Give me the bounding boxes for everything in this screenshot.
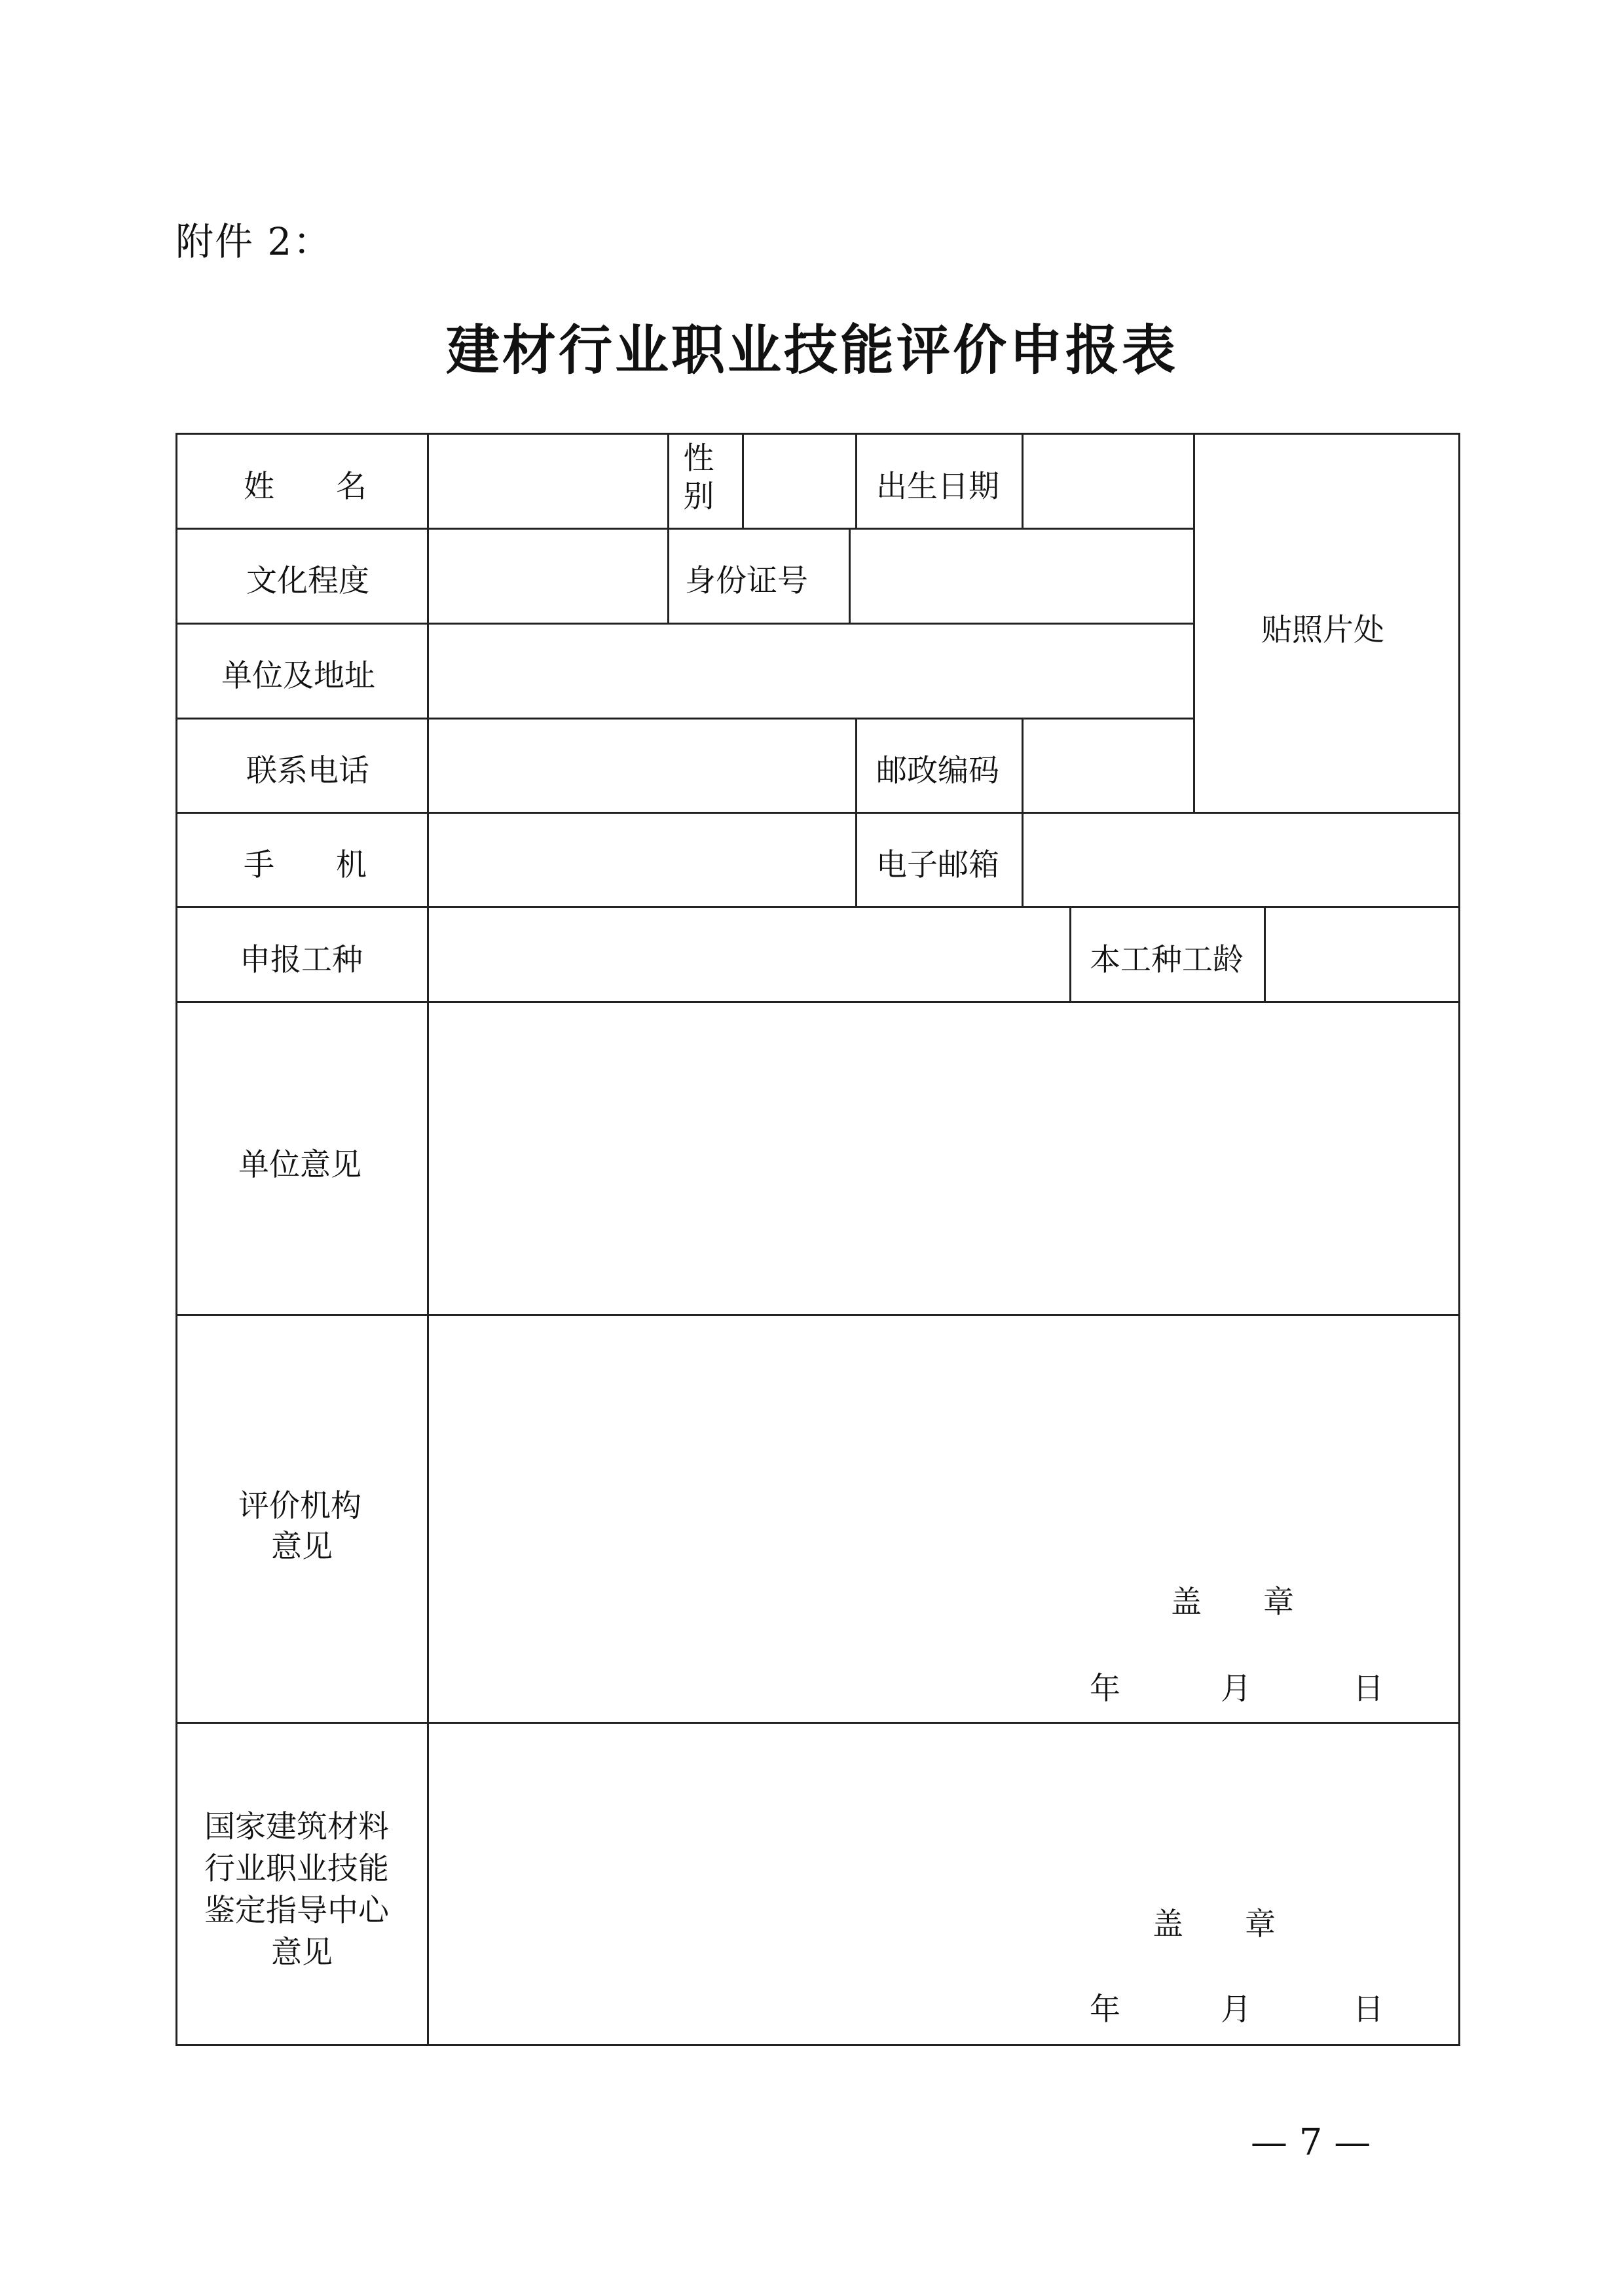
table-line [1193,433,1195,814]
unit-address-label: 单位及地址 [221,658,375,694]
eval-date-year: 年 [1090,1671,1120,1707]
table-line [175,433,177,2046]
id-number-input-cell[interactable] [851,530,1193,623]
attachment-label: 附件 2： [175,219,333,264]
center-date-day: 日 [1353,1992,1384,2028]
eval-opinion-label-2: 意见 [271,1529,333,1565]
center-opinion-label-2: 行业职业技能 [204,1851,389,1887]
email-input-cell[interactable] [1024,814,1458,906]
phone-input-cell[interactable] [429,720,855,812]
form-title: 建材行业职业技能评价申报表 [445,319,1178,382]
job-type-label: 申报工种 [240,942,363,978]
unit-opinion-label: 单位意见 [238,1147,361,1183]
eval-opinion-label-1: 评价机构 [238,1488,361,1524]
gender-label: 性别 [683,441,714,515]
gender-input-cell[interactable] [744,435,855,528]
table-line [1069,906,1071,1003]
eval-opinion-input-cell[interactable] [429,1316,1458,1722]
center-opinion-label-1: 国家建筑材料 [204,1809,389,1845]
center-seal-text: 盖 章 [1153,1906,1276,1942]
eval-seal-text: 盖 章 [1171,1584,1294,1620]
education-input-cell[interactable] [429,530,667,623]
mobile-label: 手 机 [244,847,367,883]
center-date-year: 年 [1090,1992,1120,2028]
id-number-label: 身份证号 [685,563,808,599]
page-number: — 7 — [1251,2121,1371,2164]
postal-code-label: 邮政编码 [876,753,999,789]
birth-date-input-cell[interactable] [1024,435,1193,528]
years-in-job-label: 本工种工龄 [1090,942,1244,978]
education-label: 文化程度 [246,563,369,599]
center-opinion-label-3: 鉴定指导中心 [204,1893,389,1929]
unit-address-input-cell[interactable] [429,625,1193,718]
center-opinion-label-4: 意见 [271,1935,333,1971]
email-label: 电子邮箱 [876,847,999,883]
table-line [175,2044,1460,2046]
birth-date-label: 出生日期 [876,469,999,505]
phone-label: 联系电话 [246,753,369,789]
mobile-input-cell[interactable] [429,814,855,906]
postal-code-input-cell[interactable] [1024,720,1193,812]
table-line [855,433,857,530]
table-line [855,718,857,908]
eval-date-day: 日 [1353,1671,1384,1707]
table-line [1458,433,1460,2046]
unit-opinion-input-cell[interactable] [429,1003,1458,1314]
name-label: 姓 名 [244,469,367,505]
eval-date-month: 月 [1221,1671,1251,1707]
years-in-job-input-cell[interactable] [1266,908,1458,1001]
center-date-month: 月 [1221,1992,1251,2028]
photo-placeholder: 贴照片处 [1261,612,1384,648]
name-input-cell[interactable] [429,435,667,528]
job-type-input-cell[interactable] [429,908,1069,1001]
table-line [667,433,669,625]
center-opinion-input-cell[interactable] [429,1724,1458,2044]
